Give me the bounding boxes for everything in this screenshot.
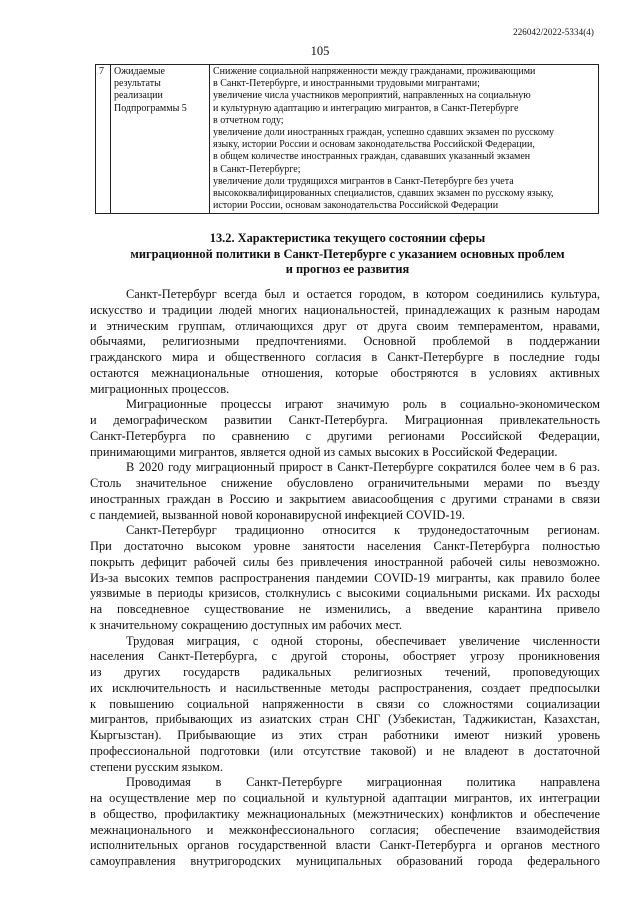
text-line: межнационального и межконфессионального согласия; обеспечение взаимодействия [90,822,600,837]
text-line: на осуществление мер по социальной и культурной адаптации мигрантов, их интеграции [90,791,600,805]
text-line: на повседневное существование не изменились, а введение карантина привело [90,602,600,616]
text-line: остаются межнациональные отношения, которые обостряются в условиях активных [90,365,600,380]
page-number: 105 [310,44,330,58]
content-line: языку, истории России и основам законодательства Российской Федерации, [213,139,535,151]
text-line: При достаточно высоком уровне занятости населения Санкт-Петербурга полностью [90,539,600,553]
text-line: В 2020 году миграционный прирост в Санкт-Петербурге сократился более чем в 6 раз. [126,460,600,475]
content-line: в отчетном году; [213,114,284,126]
text-line: иностранных граждан в Россию и закрытием авиасообщения с другими странами в связи [90,491,600,506]
text-line: Из-за высоких темпов распространения пандемии COVID-19 мигранты, как правило более [90,570,600,585]
text-line: исполнительных органов государственной власти Санкт-Петербурга и органов местного [90,838,600,853]
row-number: 7 [96,65,111,214]
document-number: 226042/2022-5334(4) [513,27,594,37]
text-line: в общество, профилактику межнациональных (межэтнических) конфликтов и обеспечение [90,806,600,821]
heading-line: миграционной политики в Санкт-Петербурге с указанием основных проблем [130,246,565,261]
program-results-table [95,64,599,214]
content-line: Снижение социальной напряженности между гражданами, проживающими [213,66,536,77]
text-line: населения Санкт-Петербурга, с другой стороны, обостряет угрозу проникновения [90,649,600,664]
text-line: гражданского мира и общественного согласия в Санкт-Петербурге в последние годы [90,350,600,364]
content-line: увеличение доли иностранных граждан, успешно сдавших экзамен по русскому [213,127,555,139]
row-label-cell [111,65,210,214]
text-line: степени русским языком. [90,759,223,774]
content-line: высококвалифицированных специалистов, сдавших экзамен по русскому языку, [213,188,554,200]
content-line: в общем количестве иностранных граждан, сдававших указанный экзамен [213,151,531,163]
text-line: их исключительность и насильственные методы распространения, создает предпосылки [90,680,600,695]
text-line: к повышению социальной напряженности в связи со сложностями социализации [90,696,600,711]
text-line: Трудовая миграция, с одной стороны, обеспечивает увеличение численности [126,633,600,648]
row-content-cell [210,65,599,214]
text-line: и этническим группам, отличающихся друг от друга своим темпераментом, нравами, [90,318,600,333]
text-line: профессиональной подготовки (или отсутствие таковой) и не владеют в достаточной [90,743,600,758]
label-line: Подпрограммы 5 [114,102,187,114]
text-line: покрыть дефицит рабочей силы без привлечения иностранной рабочей силы невозможно. [90,554,600,569]
content-line: увеличение доли трудящихся мигрантов в Санкт-Петербурге без учета [213,175,514,187]
text-line: обычаями, религиозными предпочтениями. Основной проблемой в поддержании [90,334,600,349]
text-line: принимающими мигрантов, является одной из самых высоких в Российской Федерации. [90,444,558,459]
text-line: Столь значительное снижение обусловлено ограничительными мерами по въезду [90,476,600,490]
text-line: к значительному сокращению доступных им рабочих мест. [90,617,403,632]
text-line: Кыргызстан). Прибывающие из этих стран работники имеют низкий уровень [90,728,600,742]
body-text [90,287,600,870]
text-line: искусство и традиции людей многих национальностей, принадлежащих к разным народам [90,302,600,317]
text-line: Миграционные процессы играют значимую роль в социально-экономическом [126,397,600,412]
label-line: Ожидаемые [114,66,165,77]
heading-line: и прогноз ее развития [285,262,410,276]
text-line: мигрантов, прибывающих из азиатских стран СНГ (Узбекистан, Таджикистан, Казахстан, [90,712,600,727]
text-line: и демографическом развитии Санкт-Петербурга. Миграционная привлекательность [90,413,600,427]
content-line: увеличение числа участников мероприятий, направленных на социальную [213,90,531,102]
text-line: уязвимые в периоды кризисов, столкнулись с высокими социальными рисками. Их расходы [90,586,600,601]
content-line: и культурную адаптацию и интеграцию мигрантов, в Санкт-Петербурге [213,102,519,114]
table-row [96,65,599,214]
content-line: истории России, основам законодательства Российской Федерации [213,200,499,212]
label-line: реализации [114,90,163,102]
section-heading [95,231,600,278]
text-line: миграционных процессов. [90,381,230,396]
content-line: в Санкт-Петербурге; [213,163,301,175]
label-line: результаты [114,78,161,90]
text-line: Санкт-Петербург традиционно относится к трудонедостаточным регионам. [126,523,600,538]
text-line: с пандемией, вызванной новой коронавирусной инфекцией COVID-19. [90,507,465,522]
content-line: в Санкт-Петербурге, и иностранными трудовыми мигрантами; [213,78,480,90]
text-line: Санкт-Петербург всегда был и остается городом, в котором соединились культура, [126,287,600,301]
text-line: из других государств радикальных религиозных течений, проповедующих [90,665,600,679]
heading-line: 13.2. Характеристика текущего состоянии сферы [209,231,486,245]
text-line: Проводимая в Санкт-Петербурге миграционная политика направлена [126,775,600,790]
text-line: Санкт-Петербурга по сравнению с другими регионами Российской Федерации, [90,428,600,443]
text-line: самоуправления внутригородских муниципальных образований города федерального [90,854,600,868]
